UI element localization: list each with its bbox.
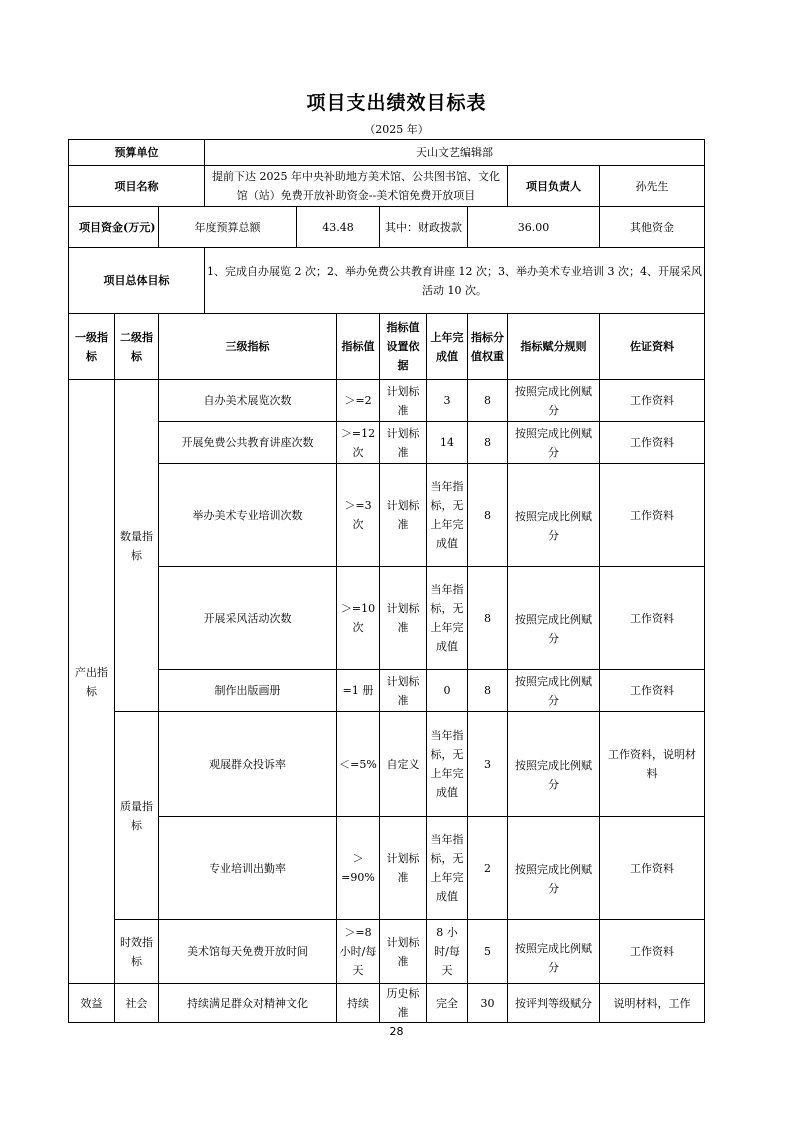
header-value: 指标值 bbox=[337, 314, 380, 380]
indicator-basis: 计划标准 bbox=[380, 422, 427, 464]
table-row bbox=[69, 380, 705, 422]
indicator-weight: 8 bbox=[468, 422, 508, 464]
indicator-name: 持续满足群众对精神文化 bbox=[159, 984, 337, 1023]
indicator-weight: 8 bbox=[468, 567, 508, 670]
group-timeliness: 时效指标 bbox=[115, 920, 159, 984]
indicator-value: ＞=2 bbox=[337, 380, 380, 422]
indicator-basis: 历史标准 bbox=[380, 984, 427, 1023]
indicator-value: =1 册 bbox=[337, 670, 380, 712]
performance-table bbox=[68, 139, 705, 1023]
group-quantity: 数量指标 bbox=[115, 380, 159, 712]
indicator-last-year: 3 bbox=[427, 380, 468, 422]
indicator-evidence: 工作资料 bbox=[600, 464, 705, 567]
indicator-basis: 计划标准 bbox=[380, 920, 427, 984]
annual-budget-value: 43.48 bbox=[297, 207, 380, 248]
header-basis: 指标值设置依据 bbox=[380, 314, 427, 380]
indicator-last-year: 当年指标，无上年完成值 bbox=[427, 464, 468, 567]
table-row bbox=[69, 920, 705, 984]
indicator-basis: 自定义 bbox=[380, 712, 427, 817]
overall-goal-value: 1、完成自办展览 2 次；2、举办免费公共教育讲座 12 次；3、举办美术专业培训 3 次；4、开展采风活动 10 次。 bbox=[205, 248, 705, 314]
indicator-rule: 按照完成比例赋分 bbox=[508, 670, 600, 712]
indicator-rule: 按照完成比例赋分 bbox=[508, 464, 600, 567]
indicator-last-year: 当年指标，无上年完成值 bbox=[427, 567, 468, 670]
page-number: 28 bbox=[389, 1025, 404, 1038]
budget-unit-row bbox=[69, 140, 705, 166]
table-row bbox=[69, 464, 705, 567]
indicator-evidence: 工作资料 bbox=[600, 380, 705, 422]
table-row bbox=[69, 712, 705, 817]
project-name-label: 项目名称 bbox=[69, 166, 205, 207]
indicator-rule: 按照完成比例赋分 bbox=[508, 920, 600, 984]
indicator-evidence: 说明材料，工作 bbox=[600, 984, 705, 1023]
indicator-value: ＞=12次 bbox=[337, 422, 380, 464]
indicator-name: 美术馆每天免费开放时间 bbox=[159, 920, 337, 984]
indicator-name: 观展群众投诉率 bbox=[159, 712, 337, 817]
table-row bbox=[69, 567, 705, 670]
indicator-basis: 计划标准 bbox=[380, 380, 427, 422]
project-funds-label: 项目资金(万元) bbox=[69, 207, 159, 248]
indicator-name: 举办美术专业培训次数 bbox=[159, 464, 337, 567]
group-social: 社会 bbox=[115, 984, 159, 1023]
header-level2: 二级指标 bbox=[115, 314, 159, 380]
project-leader-label: 项目负责人 bbox=[508, 166, 600, 207]
indicator-basis: 计划标准 bbox=[380, 567, 427, 670]
table-row bbox=[69, 422, 705, 464]
header-weight: 指标分值权重 bbox=[468, 314, 508, 380]
indicator-evidence: 工作资料，说明材料 bbox=[600, 712, 705, 817]
table-row bbox=[69, 817, 705, 920]
header-evidence: 佐证资料 bbox=[600, 314, 705, 380]
header-last-year: 上年完成值 bbox=[427, 314, 468, 380]
indicator-name: 制作出版画册 bbox=[159, 670, 337, 712]
overall-goal-label: 项目总体目标 bbox=[69, 248, 205, 314]
budget-unit-value: 天山文艺编辑部 bbox=[205, 140, 705, 166]
project-name-value: 提前下达 2025 年中央补助地方美术馆、公共图书馆、文化馆（站）免费开放补助资金--美术馆免费开放项目 bbox=[205, 166, 508, 207]
indicator-name: 开展采风活动次数 bbox=[159, 567, 337, 670]
header-rule: 指标赋分规则 bbox=[508, 314, 600, 380]
indicator-value: ＞=10次 bbox=[337, 567, 380, 670]
indicator-evidence: 工作资料 bbox=[600, 670, 705, 712]
indicator-basis: 计划标准 bbox=[380, 464, 427, 567]
indicator-rule: 按照完成比例赋分 bbox=[508, 567, 600, 670]
indicator-evidence: 工作资料 bbox=[600, 920, 705, 984]
indicator-rule: 按评判等级赋分 bbox=[508, 984, 600, 1023]
indicator-rule: 按照完成比例赋分 bbox=[508, 817, 600, 920]
indicator-weight: 5 bbox=[468, 920, 508, 984]
indicator-last-year: 0 bbox=[427, 670, 468, 712]
indicator-weight: 2 bbox=[468, 817, 508, 920]
project-name-row bbox=[69, 166, 705, 207]
indicator-last-year: 完全 bbox=[427, 984, 468, 1023]
project-funds-row bbox=[69, 207, 705, 248]
indicator-name: 开展免费公共教育讲座次数 bbox=[159, 422, 337, 464]
indicator-evidence: 工作资料 bbox=[600, 567, 705, 670]
header-level1: 一级指标 bbox=[69, 314, 115, 380]
indicator-rule: 按照完成比例赋分 bbox=[508, 712, 600, 817]
table-row bbox=[69, 984, 705, 1023]
header-row bbox=[69, 314, 705, 380]
indicator-value: ＜=5% bbox=[337, 712, 380, 817]
indicator-basis: 计划标准 bbox=[380, 817, 427, 920]
indicator-name: 专业培训出勤率 bbox=[159, 817, 337, 920]
year-label: （2025 年） bbox=[364, 123, 429, 136]
indicator-last-year: 8 小时/每天 bbox=[427, 920, 468, 984]
indicator-value: ＞=90% bbox=[337, 817, 380, 920]
indicator-rule: 按照完成比例赋分 bbox=[508, 380, 600, 422]
indicator-last-year: 当年指标，无上年完成值 bbox=[427, 817, 468, 920]
fiscal-allocation-label: 其中：财政拨款 bbox=[380, 207, 468, 248]
other-funds-label: 其他资金 bbox=[600, 207, 705, 248]
overall-goal-row bbox=[69, 248, 705, 314]
group-output: 产出指标 bbox=[69, 380, 115, 984]
project-leader-value: 孙先生 bbox=[600, 166, 705, 207]
indicator-weight: 8 bbox=[468, 670, 508, 712]
indicator-value: ＞=8小时/每天 bbox=[337, 920, 380, 984]
indicator-value: ＞=3次 bbox=[337, 464, 380, 567]
group-quality: 质量指标 bbox=[115, 712, 159, 920]
group-benefit: 效益 bbox=[69, 984, 115, 1023]
indicator-value: 持续 bbox=[337, 984, 380, 1023]
indicator-basis: 计划标准 bbox=[380, 670, 427, 712]
indicator-evidence: 工作资料 bbox=[600, 422, 705, 464]
indicator-weight: 8 bbox=[468, 464, 508, 567]
indicator-name: 自办美术展览次数 bbox=[159, 380, 337, 422]
indicator-last-year: 14 bbox=[427, 422, 468, 464]
indicator-weight: 8 bbox=[468, 380, 508, 422]
annual-budget-label: 年度预算总额 bbox=[159, 207, 297, 248]
indicator-rule: 按照完成比例赋分 bbox=[508, 422, 600, 464]
fiscal-allocation-value: 36.00 bbox=[468, 207, 600, 248]
indicator-last-year: 当年指标，无上年完成值 bbox=[427, 712, 468, 817]
budget-unit-label: 预算单位 bbox=[69, 140, 205, 166]
indicator-weight: 30 bbox=[468, 984, 508, 1023]
indicator-weight: 3 bbox=[468, 712, 508, 817]
indicator-evidence: 工作资料 bbox=[600, 817, 705, 920]
header-level3: 三级指标 bbox=[159, 314, 337, 380]
table-row bbox=[69, 670, 705, 712]
page-title: 项目支出绩效目标表 bbox=[306, 92, 487, 114]
